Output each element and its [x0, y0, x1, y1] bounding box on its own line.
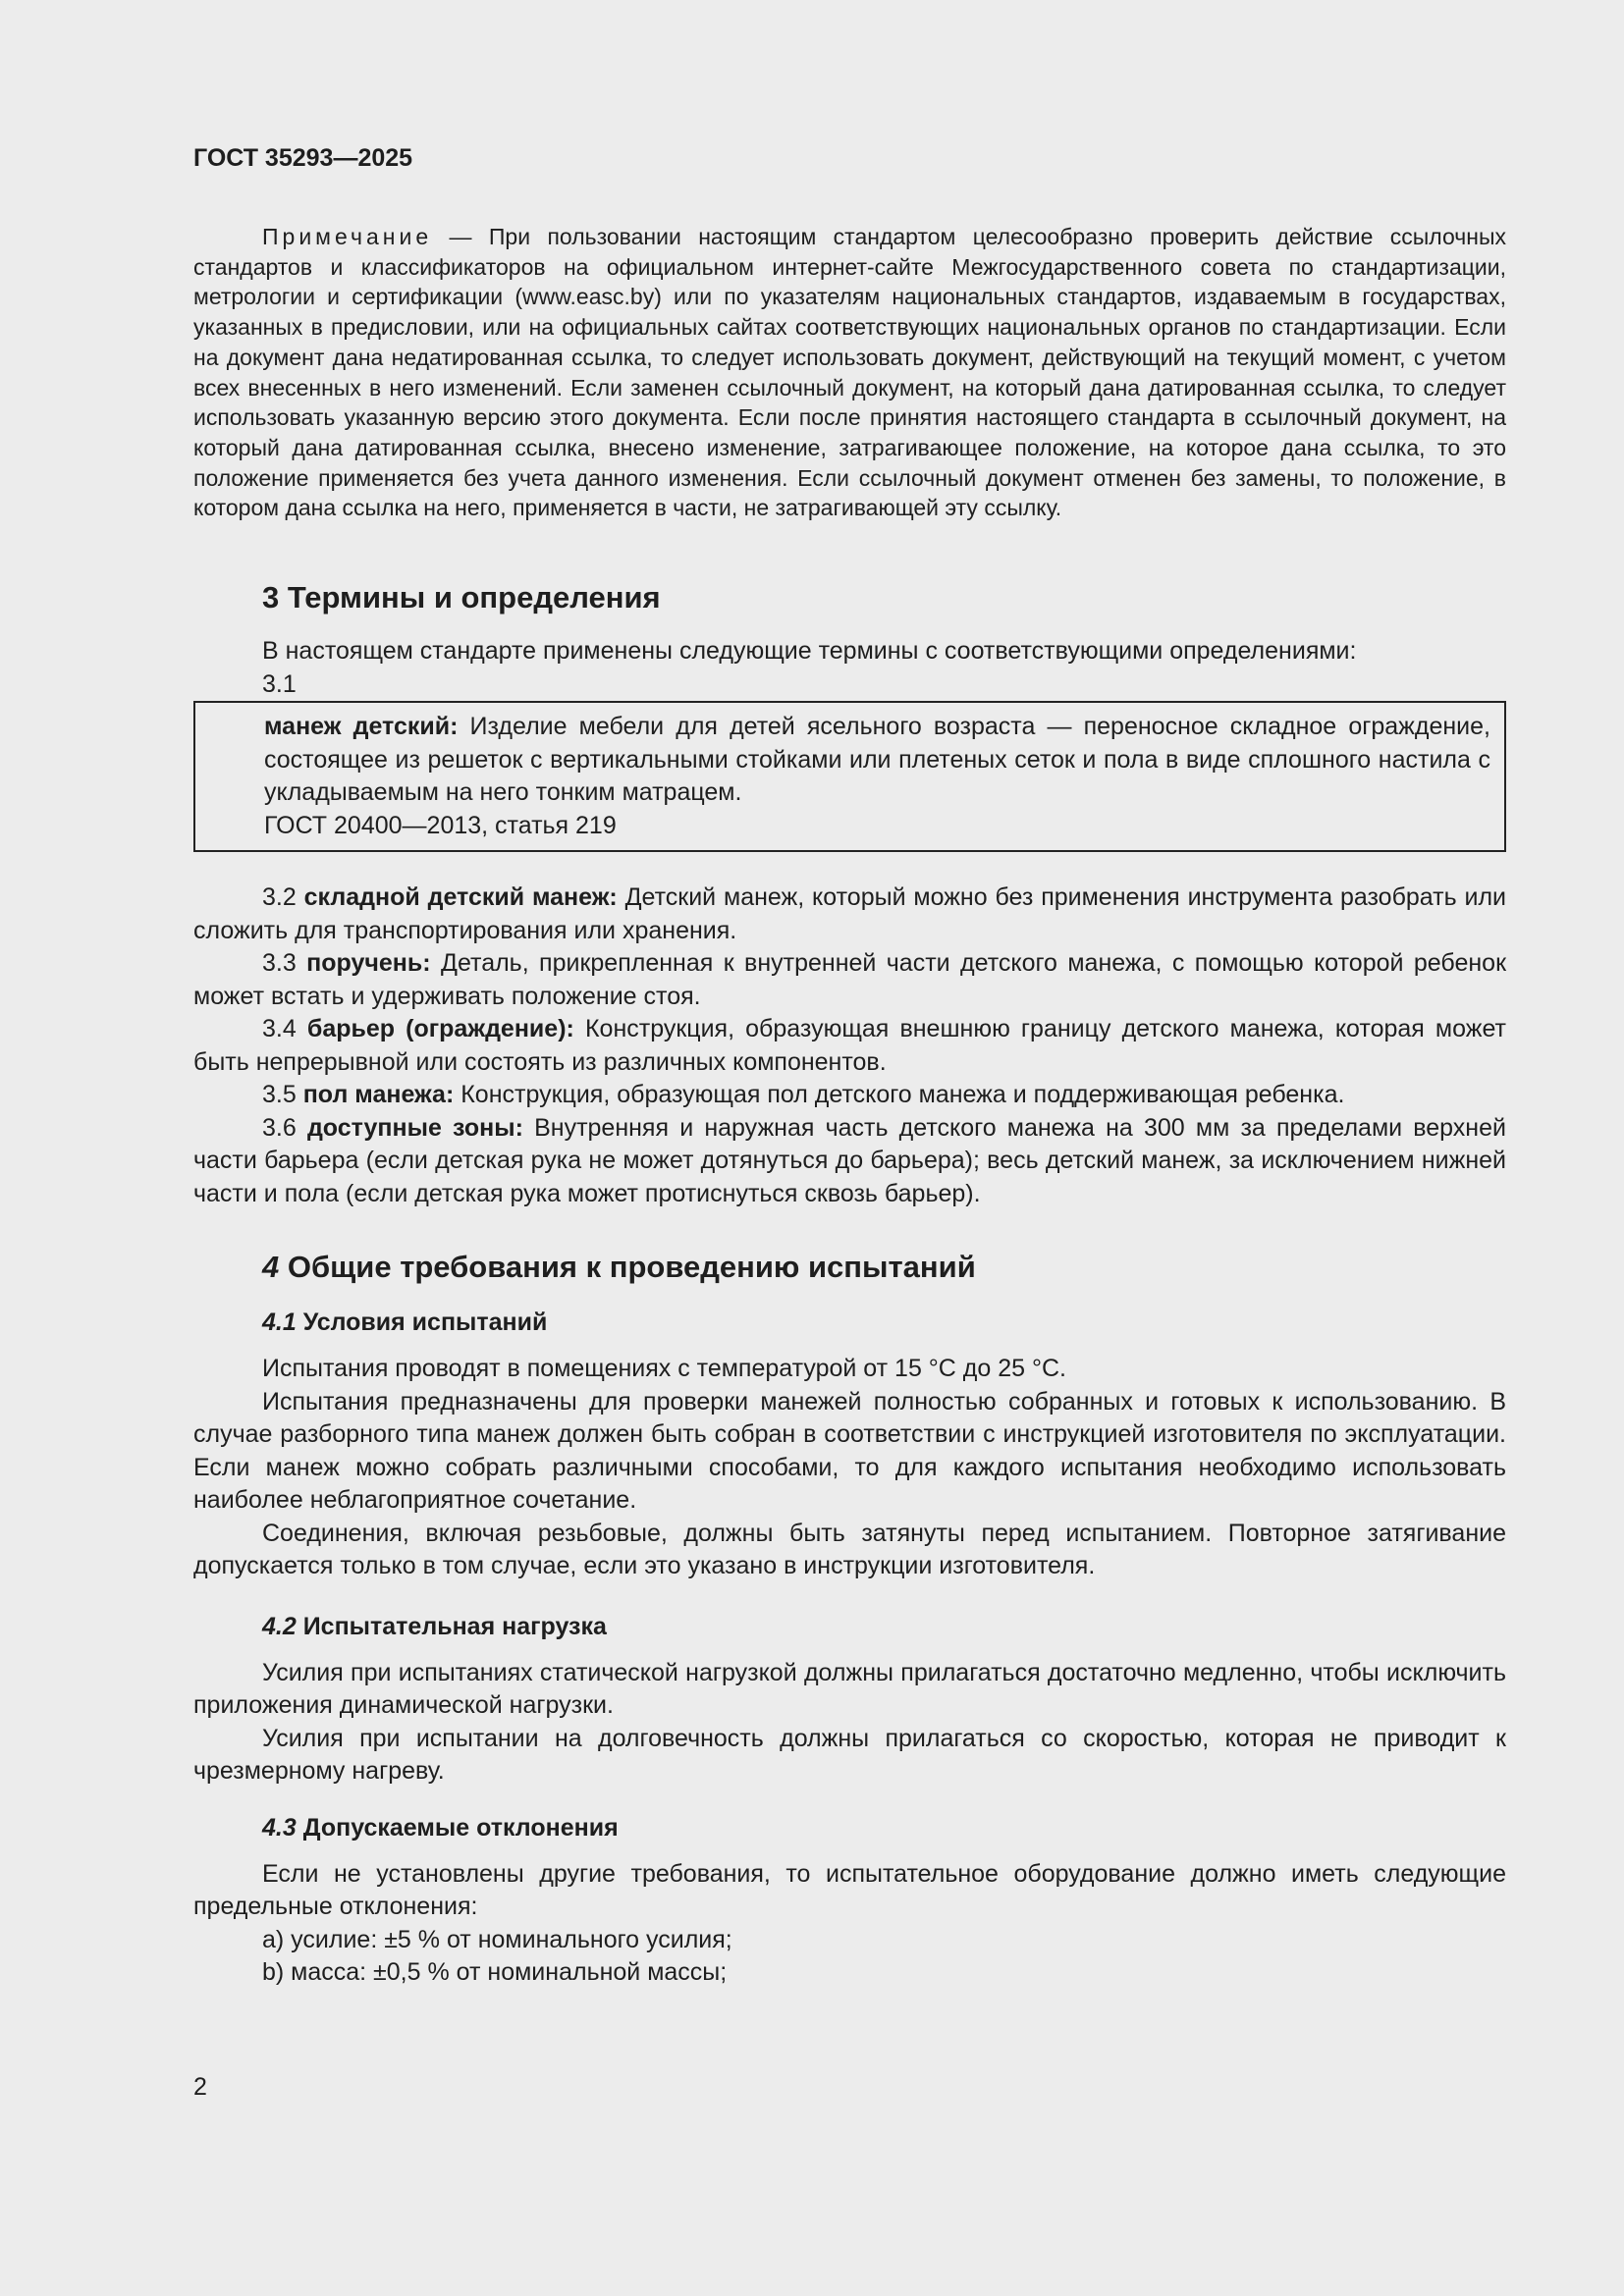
term-definition: Детский манеж, который можно без применения инструмента разобрать или сложить для транспортирования или хранения. — [193, 883, 1506, 944]
term-name: складной детский манеж: — [303, 883, 618, 912]
subsection-number: 4.1 — [262, 1308, 297, 1337]
note-text: — При пользовании настоящим стандартом целесообразно проверить действие ссылочных стандартов и классификаторов на официальном интернет-сайте Межгосударственного совета по стандартизации, метрологии и сертификации (www.easc.by) или по указателям национальных стандартов, издаваемым в государствах, указанных в предисловии, или на официальных сайтах соответствующих национальных органов по стандартизации. Если на документ дана недатированная ссылка, то следует использовать документ, действующий на текущий момент, с учетом всех внесенных в него изменений. Если заменен ссылочный документ, на который дана датированная ссылка, то следует использовать указанную версию этого документа. Если после принятия настоящего стандарта в ссылочный документ, на который дана датированная ссылка, внесено изменение, затрагивающее положение, на которое дана ссылка, то это положение применяется без учета данного изменения. Если ссылочный документ отменен без замены, то положение, в котором дана ссылка на него, применяется в части, не затрагивающей эту ссылку. — [193, 224, 1506, 521]
section-3-title: 3 Термины и определения — [262, 580, 661, 615]
term-number: 3.6 — [262, 1113, 307, 1142]
subsection-number: 4.3 — [262, 1813, 297, 1842]
term-3-6 — [193, 1112, 1506, 1211]
subsection-title-text: Испытательная нагрузка — [296, 1612, 607, 1640]
term-3-1-definition — [264, 711, 1490, 810]
term-number: 3.2 — [262, 883, 304, 912]
subsection-4-2-title — [193, 1611, 1506, 1643]
term-definition: Деталь, прикрепленная к внутренней части детского манежа, с помощью которой ребенок может встать и удерживать положение стоя. — [193, 949, 1507, 1010]
subsection-number: 4.2 — [262, 1612, 297, 1640]
term-3-1-source: ГОСТ 20400—2013, статья 219 — [264, 811, 617, 839]
note-label: Примечание — [262, 224, 433, 249]
list-item: а) усилие: ±5 % от номинального усилия; — [262, 1925, 732, 1953]
document-header: ГОСТ 35293—2025 — [193, 144, 413, 172]
term-name: барьер (ограждение): — [306, 1015, 574, 1043]
term-number: 3.3 — [262, 949, 307, 978]
term-name: доступные зоны: — [306, 1113, 523, 1142]
term-number: 3.5 — [262, 1081, 303, 1109]
term-3-1-term: манеж детский: — [264, 713, 459, 741]
section-4-title-text: Общие требования к проведению испытаний — [279, 1250, 976, 1285]
section-4-title — [193, 1248, 1506, 1287]
term-3-5 — [193, 1079, 1506, 1112]
section-3-intro: В настоящем стандарте применены следующие термины с соответствующими определениями: — [262, 637, 1357, 666]
term-3-1-box — [193, 701, 1506, 852]
term-name: поручень: — [306, 949, 431, 978]
subsection-title-text: Условия испытаний — [296, 1308, 548, 1337]
paragraph: Если не установлены другие требования, то испытательное оборудование должно иметь следующие предельные отклонения: — [193, 1859, 1506, 1921]
term-definition: Внутренняя и наружная часть детского манежа на 300 мм за пределами верхней части барьера (если детская рука не может дотянуться до барьера); весь детский манеж, за исключением нижней части и пола (если детская рука может протиснуться сквозь барьер). — [193, 1113, 1506, 1207]
subsection-4-1-title — [193, 1307, 1506, 1339]
paragraph: Соединения, включая резьбовые, должны быть затянуты перед испытанием. Повторное затягивание допускается только в том случае, если это указано в инструкции изготовителя. — [193, 1519, 1506, 1580]
spacer — [193, 1583, 1506, 1611]
term-definition: Конструкция, образующая пол детского манежа и поддерживающая ребенка. — [454, 1081, 1345, 1109]
term-3-4 — [193, 1013, 1506, 1079]
spacer — [193, 1789, 1506, 1812]
paragraph: Усилия при испытании на долговечность должны прилагаться со скоростью, которая не приводит к чрезмерному нагреву. — [193, 1724, 1506, 1786]
paragraph: Испытания предназначены для проверки манежей полностью собранных и готовых к использованию. В случае разборного типа манеж должен быть собран в соответствии с инструкцией изготовителя по эксплуатации. Если манеж можно собрать различными способами, то для каждого испытания необходимо использовать наиболее неблагоприятное сочетание. — [193, 1387, 1506, 1515]
term-definition: Конструкция, образующая внешнюю границу детского манежа, которая может быть непрерывной или состоять из различных компонентов. — [193, 1015, 1506, 1076]
term-3-1-text: Изделие мебели для детей ясельного возраста — переносное складное ограждение, состоящее из решеток с вертикальными стойками или плетеных сеток и пола в виде сплошного настила с укладываемым на него тонким матрацем. — [264, 713, 1490, 807]
term-3-3 — [193, 947, 1506, 1013]
paragraph: Испытания проводят в помещениях с температурой от 15 °С до 25 °С. — [262, 1355, 1066, 1383]
page-number: 2 — [193, 2073, 207, 2101]
section-4-number: 4 — [262, 1250, 280, 1285]
term-3-2 — [193, 881, 1506, 947]
subsection-4-3-title — [193, 1812, 1506, 1844]
note-paragraph — [193, 222, 1506, 523]
term-name: пол манежа: — [302, 1081, 455, 1109]
subsection-title-text: Допускаемые отклонения — [296, 1813, 619, 1842]
term-number: 3.4 — [262, 1015, 307, 1043]
document-page — [193, 143, 1506, 1990]
term-3-1-number: 3.1 — [262, 669, 297, 698]
list-item: b) масса: ±0,5 % от номинальной массы; — [262, 1958, 728, 1987]
paragraph: Усилия при испытаниях статической нагрузкой должны прилагаться достаточно медленно, чтобы исключить приложения динамической нагрузки. — [193, 1658, 1506, 1720]
